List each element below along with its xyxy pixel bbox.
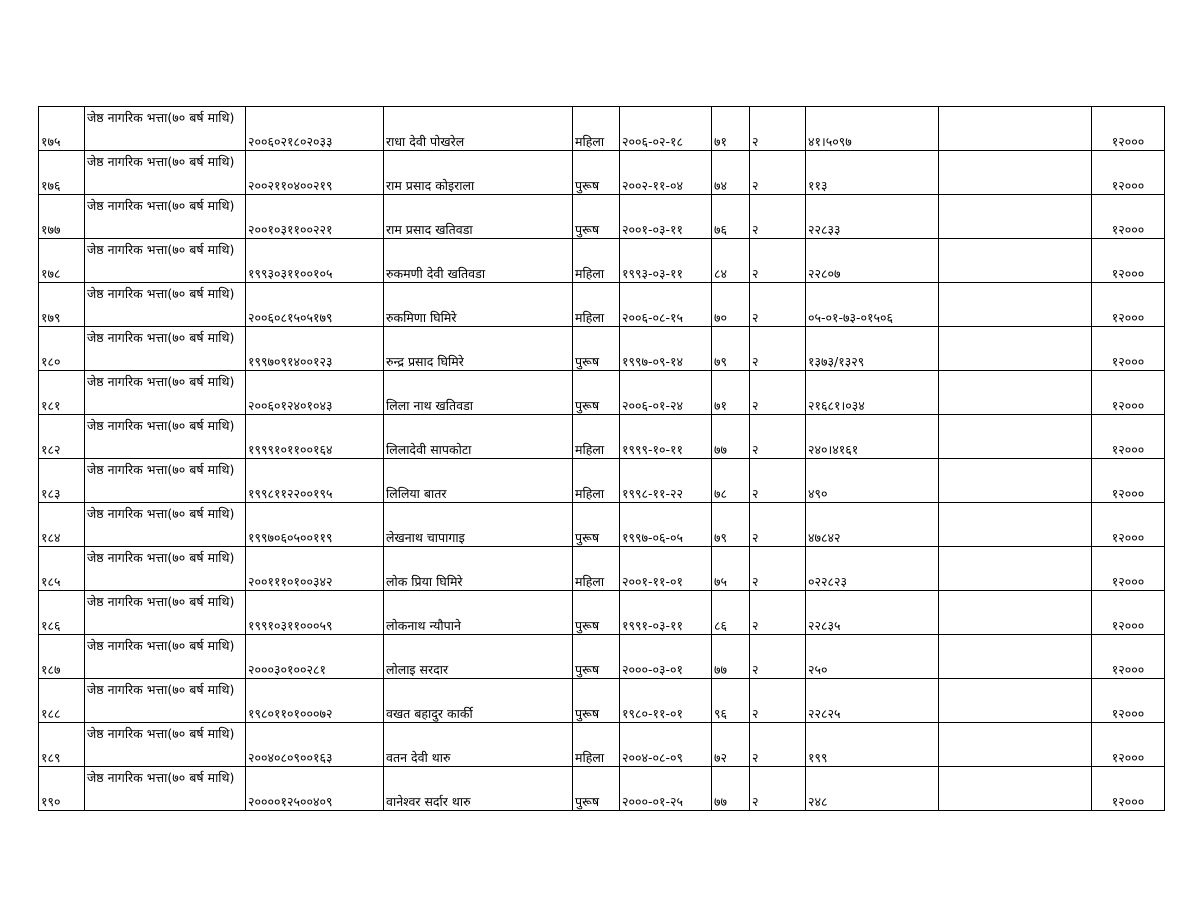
registration-id-cell: १९९९१०११००१६४ [246, 415, 384, 459]
beneficiary-name-cell: वखत बहादुर कार्की [384, 679, 573, 723]
birth-date-cell: २००४-०८-०९ [620, 723, 712, 767]
registration-id-cell: २०००३०१००२८१ [246, 635, 384, 679]
certificate-number-cell: १९९ [806, 723, 939, 767]
serial-number-cell: १९० [39, 767, 85, 811]
gender-cell: पुरूष [573, 195, 620, 239]
certificate-number-cell: ४९० [806, 459, 939, 503]
beneficiary-name-cell: वानेश्वर सर्दार थारु [384, 767, 573, 811]
ward-number-cell: २ [750, 151, 806, 195]
allowance-type-cell: जेष्ठ नागरिक भत्ता(७० बर्ष माथि) [85, 371, 246, 415]
table-row [39, 767, 1165, 811]
allowance-amount-cell: १२००० [1092, 679, 1165, 723]
serial-number-cell: १८१ [39, 371, 85, 415]
allowance-type-cell: जेष्ठ नागरिक भत्ता(७० बर्ष माथि) [85, 591, 246, 635]
certificate-number-cell: २२८३३ [806, 195, 939, 239]
gender-cell: पुरूष [573, 327, 620, 371]
ward-number-cell: २ [750, 107, 806, 151]
table-row [39, 459, 1165, 503]
registration-id-cell: १९९८११२२००१९५ [246, 459, 384, 503]
table-row [39, 591, 1165, 635]
table-row [39, 151, 1165, 195]
remarks-cell [939, 239, 1092, 283]
allowance-amount-cell: १२००० [1092, 767, 1165, 811]
birth-date-cell: १९८०-११-०१ [620, 679, 712, 723]
beneficiary-table [38, 106, 1165, 811]
registration-id-cell: २००००१२५००४०९ [246, 767, 384, 811]
serial-number-cell: १७७ [39, 195, 85, 239]
gender-cell: महिला [573, 415, 620, 459]
ward-number-cell: २ [750, 635, 806, 679]
remarks-cell [939, 723, 1092, 767]
ward-number-cell: २ [750, 371, 806, 415]
allowance-type-cell: जेष्ठ नागरिक भत्ता(७० बर्ष माथि) [85, 767, 246, 811]
gender-cell: पुरूष [573, 503, 620, 547]
certificate-number-cell: २२८०७ [806, 239, 939, 283]
table-row [39, 239, 1165, 283]
allowance-amount-cell: १२००० [1092, 723, 1165, 767]
age-cell: ७२ [712, 723, 750, 767]
serial-number-cell: १७८ [39, 239, 85, 283]
registration-id-cell: १९९३०३११००१०५ [246, 239, 384, 283]
age-cell: ७५ [712, 547, 750, 591]
certificate-number-cell: २४०।४१६१ [806, 415, 939, 459]
table-row [39, 327, 1165, 371]
age-cell: ७४ [712, 151, 750, 195]
birth-date-cell: २००१-११-०१ [620, 547, 712, 591]
certificate-number-cell: ४१।५०९७ [806, 107, 939, 151]
table-row [39, 503, 1165, 547]
age-cell: ७० [712, 283, 750, 327]
remarks-cell [939, 415, 1092, 459]
ward-number-cell: २ [750, 239, 806, 283]
serial-number-cell: १८८ [39, 679, 85, 723]
allowance-type-cell: जेष्ठ नागरिक भत्ता(७० बर्ष माथि) [85, 107, 246, 151]
remarks-cell [939, 151, 1092, 195]
certificate-number-cell: ११३ [806, 151, 939, 195]
allowance-amount-cell: १२००० [1092, 371, 1165, 415]
gender-cell: महिला [573, 723, 620, 767]
serial-number-cell: १८३ [39, 459, 85, 503]
remarks-cell [939, 195, 1092, 239]
ward-number-cell: २ [750, 767, 806, 811]
serial-number-cell: १८४ [39, 503, 85, 547]
registration-id-cell: १९९१०३११०००५९ [246, 591, 384, 635]
allowance-type-cell: जेष्ठ नागरिक भत्ता(७० बर्ष माथि) [85, 547, 246, 591]
registration-id-cell: २००६०२१८०२०३३ [246, 107, 384, 151]
gender-cell: महिला [573, 459, 620, 503]
ward-number-cell: २ [750, 283, 806, 327]
birth-date-cell: १९९७-०६-०५ [620, 503, 712, 547]
allowance-type-cell: जेष्ठ नागरिक भत्ता(७० बर्ष माथि) [85, 679, 246, 723]
birth-date-cell: २००६-०८-१५ [620, 283, 712, 327]
beneficiary-name-cell: वतन देवी थारु [384, 723, 573, 767]
ward-number-cell: २ [750, 679, 806, 723]
certificate-number-cell: ०२२८२३ [806, 547, 939, 591]
allowance-amount-cell: १२००० [1092, 415, 1165, 459]
remarks-cell [939, 767, 1092, 811]
allowance-type-cell: जेष्ठ नागरिक भत्ता(७० बर्ष माथि) [85, 415, 246, 459]
allowance-amount-cell: १२००० [1092, 239, 1165, 283]
beneficiary-name-cell: लेखनाथ चापागाइ [384, 503, 573, 547]
gender-cell: महिला [573, 239, 620, 283]
ward-number-cell: २ [750, 723, 806, 767]
beneficiary-name-cell: लोकनाथ न्यौपाने [384, 591, 573, 635]
age-cell: ७१ [712, 371, 750, 415]
age-cell: ७६ [712, 195, 750, 239]
allowance-amount-cell: १२००० [1092, 107, 1165, 151]
gender-cell: पुरूष [573, 635, 620, 679]
beneficiary-name-cell: लोलाइ सरदार [384, 635, 573, 679]
birth-date-cell: १९९७-०९-१४ [620, 327, 712, 371]
allowance-type-cell: जेष्ठ नागरिक भत्ता(७० बर्ष माथि) [85, 503, 246, 547]
birth-date-cell: २०००-०१-२५ [620, 767, 712, 811]
registration-id-cell: २००२११०४००२१९ [246, 151, 384, 195]
remarks-cell [939, 371, 1092, 415]
birth-date-cell: २००६-०२-१८ [620, 107, 712, 151]
beneficiary-name-cell: राधा देवी पोखरेल [384, 107, 573, 151]
beneficiary-name-cell: लिलादेवी सापकोटा [384, 415, 573, 459]
ward-number-cell: २ [750, 459, 806, 503]
serial-number-cell: १७९ [39, 283, 85, 327]
certificate-number-cell: १३७३/१३२९ [806, 327, 939, 371]
allowance-amount-cell: १२००० [1092, 283, 1165, 327]
allowance-amount-cell: १२००० [1092, 195, 1165, 239]
allowance-type-cell: जेष्ठ नागरिक भत्ता(७० बर्ष माथि) [85, 723, 246, 767]
ward-number-cell: २ [750, 547, 806, 591]
remarks-cell [939, 547, 1092, 591]
ward-number-cell: २ [750, 327, 806, 371]
allowance-type-cell: जेष्ठ नागरिक भत्ता(७० बर्ष माथि) [85, 151, 246, 195]
remarks-cell [939, 459, 1092, 503]
serial-number-cell: १८५ [39, 547, 85, 591]
allowance-type-cell: जेष्ठ नागरिक भत्ता(७० बर्ष माथि) [85, 239, 246, 283]
age-cell: ८६ [712, 591, 750, 635]
remarks-cell [939, 107, 1092, 151]
registration-id-cell: १९८०११०१०००७२ [246, 679, 384, 723]
registration-id-cell: २००४०८०९००१६३ [246, 723, 384, 767]
allowance-amount-cell: १२००० [1092, 459, 1165, 503]
birth-date-cell: २०००-०३-०१ [620, 635, 712, 679]
registration-id-cell: २००६०१२४०१०४३ [246, 371, 384, 415]
registration-id-cell: २००६०८१५०५१७९ [246, 283, 384, 327]
remarks-cell [939, 679, 1092, 723]
birth-date-cell: १९९३-०३-११ [620, 239, 712, 283]
beneficiary-name-cell: रुकमिणा घिमिरे [384, 283, 573, 327]
table-row [39, 415, 1165, 459]
serial-number-cell: १७६ [39, 151, 85, 195]
table-row [39, 107, 1165, 151]
remarks-cell [939, 327, 1092, 371]
certificate-number-cell: ४७८४२ [806, 503, 939, 547]
beneficiary-name-cell: राम प्रसाद खतिवडा [384, 195, 573, 239]
ward-number-cell: २ [750, 591, 806, 635]
allowance-amount-cell: १२००० [1092, 151, 1165, 195]
serial-number-cell: १८९ [39, 723, 85, 767]
table-row [39, 195, 1165, 239]
beneficiary-name-cell: राम प्रसाद कोइराला [384, 151, 573, 195]
serial-number-cell: १८२ [39, 415, 85, 459]
gender-cell: पुरूष [573, 371, 620, 415]
table-row [39, 371, 1165, 415]
remarks-cell [939, 503, 1092, 547]
allowance-type-cell: जेष्ठ नागरिक भत्ता(७० बर्ष माथि) [85, 195, 246, 239]
beneficiary-name-cell: लोक प्रिया घिमिरे [384, 547, 573, 591]
remarks-cell [939, 283, 1092, 327]
gender-cell: महिला [573, 107, 620, 151]
serial-number-cell: १७५ [39, 107, 85, 151]
age-cell: ७७ [712, 635, 750, 679]
table-row [39, 679, 1165, 723]
birth-date-cell: २००२-११-०४ [620, 151, 712, 195]
allowance-amount-cell: १२००० [1092, 327, 1165, 371]
beneficiary-name-cell: लिलिया बातर [384, 459, 573, 503]
registration-id-cell: २००१११०१००३४२ [246, 547, 384, 591]
registration-id-cell: १९९७०६०५००११९ [246, 503, 384, 547]
allowance-type-cell: जेष्ठ नागरिक भत्ता(७० बर्ष माथि) [85, 283, 246, 327]
allowance-type-cell: जेष्ठ नागरिक भत्ता(७० बर्ष माथि) [85, 459, 246, 503]
certificate-number-cell: २५० [806, 635, 939, 679]
beneficiary-name-cell: रुकमणी देवी खतिवडा [384, 239, 573, 283]
age-cell: ९६ [712, 679, 750, 723]
birth-date-cell: १९९१-०३-११ [620, 591, 712, 635]
table-row [39, 547, 1165, 591]
ward-number-cell: २ [750, 415, 806, 459]
allowance-amount-cell: १२००० [1092, 503, 1165, 547]
age-cell: ८४ [712, 239, 750, 283]
remarks-cell [939, 635, 1092, 679]
age-cell: ७७ [712, 767, 750, 811]
certificate-number-cell: २१६८१।०३४ [806, 371, 939, 415]
remarks-cell [939, 591, 1092, 635]
birth-date-cell: १९९९-१०-११ [620, 415, 712, 459]
gender-cell: पुरूष [573, 767, 620, 811]
table-row [39, 723, 1165, 767]
serial-number-cell: १८७ [39, 635, 85, 679]
allowance-amount-cell: १२००० [1092, 591, 1165, 635]
birth-date-cell: २००१-०३-११ [620, 195, 712, 239]
certificate-number-cell: २२८२५ [806, 679, 939, 723]
age-cell: ७७ [712, 415, 750, 459]
serial-number-cell: १८० [39, 327, 85, 371]
ward-number-cell: २ [750, 195, 806, 239]
table-row [39, 283, 1165, 327]
gender-cell: महिला [573, 283, 620, 327]
age-cell: ७१ [712, 107, 750, 151]
certificate-number-cell: ०५-०१-७३-०१५०६ [806, 283, 939, 327]
allowance-amount-cell: १२००० [1092, 635, 1165, 679]
age-cell: ७९ [712, 327, 750, 371]
age-cell: ७९ [712, 503, 750, 547]
registration-id-cell: १९९७०९१४००१२३ [246, 327, 384, 371]
age-cell: ७८ [712, 459, 750, 503]
allowance-type-cell: जेष्ठ नागरिक भत्ता(७० बर्ष माथि) [85, 635, 246, 679]
ward-number-cell: २ [750, 503, 806, 547]
allowance-amount-cell: १२००० [1092, 547, 1165, 591]
birth-date-cell: १९९८-११-२२ [620, 459, 712, 503]
beneficiary-name-cell: रुन्द्र प्रसाद घिमिरे [384, 327, 573, 371]
gender-cell: पुरूष [573, 591, 620, 635]
registration-id-cell: २००१०३११००२२१ [246, 195, 384, 239]
gender-cell: महिला [573, 547, 620, 591]
certificate-number-cell: २४८ [806, 767, 939, 811]
birth-date-cell: २००६-०१-२४ [620, 371, 712, 415]
certificate-number-cell: २२८३५ [806, 591, 939, 635]
gender-cell: पुरूष [573, 151, 620, 195]
table-body [39, 107, 1165, 811]
allowance-type-cell: जेष्ठ नागरिक भत्ता(७० बर्ष माथि) [85, 327, 246, 371]
beneficiary-name-cell: लिला नाथ खतिवडा [384, 371, 573, 415]
table-row [39, 635, 1165, 679]
serial-number-cell: १८६ [39, 591, 85, 635]
gender-cell: पुरूष [573, 679, 620, 723]
